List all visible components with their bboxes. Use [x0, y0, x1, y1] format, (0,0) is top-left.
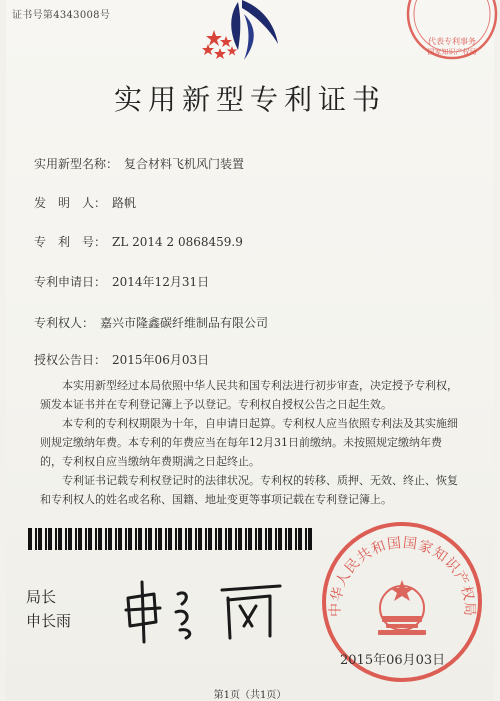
body-paragraph-grant: 本实用新型经过本局依照中华人民共和国专利法进行初步审查，决定授予专利权，颁发本证书并在专利登记簿上予以登记。专利权自授权公告之日起生效。 — [40, 379, 458, 411]
barcode-bar — [118, 528, 122, 550]
field-patent-number — [34, 233, 243, 250]
barcode-bar — [65, 528, 67, 550]
barcode-bar — [308, 528, 312, 550]
barcode-bar — [245, 528, 247, 550]
barcode-bar — [95, 528, 97, 550]
barcode-bar — [135, 528, 137, 550]
barcode-bar — [125, 528, 127, 550]
director-signature — [120, 576, 290, 646]
certificate-title: 实用新型专利证书 — [113, 83, 386, 116]
barcode-bar — [268, 528, 272, 550]
barcode-bar — [205, 528, 207, 550]
field-model-name — [34, 155, 244, 172]
barcode-bar — [218, 528, 222, 550]
barcode-bar — [198, 528, 202, 550]
barcode-bar — [185, 528, 187, 550]
barcode-bar — [128, 528, 132, 550]
certificate-body — [40, 376, 460, 509]
barcode-bar — [288, 528, 292, 550]
barcode-bar — [265, 528, 267, 550]
barcode-bar — [195, 528, 197, 550]
field-patentee — [34, 314, 268, 331]
barcode-bar — [28, 528, 32, 550]
agency-stamp-subtext: 国家知识产权局 — [427, 48, 477, 56]
patentee-label: 专利权人： — [34, 316, 95, 330]
barcode-bar — [298, 528, 302, 550]
barcode-bar — [168, 528, 172, 550]
seal-date: 2015年06月03日 — [340, 653, 446, 668]
barcode-bar — [58, 528, 62, 550]
barcode-bar — [225, 528, 227, 550]
barcode-bar — [208, 528, 212, 550]
barcode-bar — [88, 528, 92, 550]
barcode-bar — [108, 528, 112, 550]
agency-stamp — [404, 0, 500, 62]
barcode-bar — [248, 528, 252, 550]
model-name-value: 复合材料飞机风门装置 — [124, 157, 245, 171]
barcode-bar — [105, 528, 107, 550]
barcode-bar — [138, 528, 142, 550]
barcode-bar — [278, 528, 282, 550]
agency-stamp-text: 代表专利事务 — [428, 37, 476, 46]
filing-date-label: 专利申请日： — [34, 275, 107, 289]
barcode-bar — [275, 528, 277, 550]
barcode-bar — [115, 528, 117, 550]
barcode-bar — [238, 528, 242, 550]
field-inventor — [34, 194, 136, 211]
barcode-bar — [175, 528, 177, 550]
field-grant-date — [34, 351, 209, 368]
barcode-bar — [75, 528, 77, 550]
body-paragraph-register: 专利证书记载专利权登记时的法律状况。专利权的转移、质押、无效、终止、恢复和专利权人的姓名或名称、国籍、地址变更等事项记载在专利登记簿上。 — [40, 474, 458, 506]
inventor-value: 路帆 — [112, 196, 137, 210]
barcode-bar — [85, 528, 87, 550]
barcode-bar — [38, 528, 42, 550]
barcode-bar — [158, 528, 162, 550]
barcode-bar — [295, 528, 297, 550]
barcode-bar — [145, 528, 147, 550]
barcode-bar — [178, 528, 182, 550]
page-footer: 第1页（共1页） — [213, 690, 287, 701]
grant-date-label: 授权公告日： — [34, 353, 107, 367]
barcode-bar — [165, 528, 167, 550]
field-filing-date — [34, 273, 209, 290]
sipo-emblem-icon — [200, 0, 295, 70]
barcode-bar — [48, 528, 52, 550]
barcode-bar — [35, 528, 37, 550]
model-name-label: 实用新型名称： — [34, 157, 119, 171]
barcode-bar — [98, 528, 102, 550]
seal-arc-text: 中华人民共和国国家知识产权局 — [327, 535, 478, 618]
barcode-bar — [255, 528, 257, 550]
barcode-bar — [228, 528, 232, 550]
barcode-bar — [45, 528, 47, 550]
certificate-number: 证书号第4343008号 — [12, 10, 111, 21]
patent-number-value: ZL 2014 2 0868459.9 — [112, 235, 243, 249]
barcode — [28, 528, 314, 550]
barcode-bar — [285, 528, 287, 550]
barcode-bar — [155, 528, 157, 550]
barcode-bar — [68, 528, 72, 550]
barcode-bar — [258, 528, 262, 550]
official-title: 局长 — [26, 588, 57, 606]
barcode-bar — [78, 528, 82, 550]
barcode-bar — [55, 528, 57, 550]
patentee-value: 嘉兴市隆鑫碳纤维制品有限公司 — [100, 316, 269, 330]
official-name: 申长雨 — [26, 612, 72, 630]
grant-date-value: 2015年06月03日 — [112, 353, 210, 367]
barcode-bar — [305, 528, 307, 550]
barcode-bar — [235, 528, 237, 550]
inventor-label: 发 明 人： — [34, 196, 107, 210]
filing-date-value: 2014年12月31日 — [112, 275, 210, 289]
body-paragraph-term: 本专利的专利权期限为十年，自申请日起算。专利权人应当依照专利法及其实施细则规定缴纳年费。本专利的年费应当在每年12月31日前缴纳。未按照规定缴纳年费的，专利权自应当缴纳年费期满之日起终止。 — [40, 417, 458, 468]
barcode-bar — [148, 528, 152, 550]
barcode-bar — [215, 528, 217, 550]
patent-number-label: 专 利 号： — [34, 235, 107, 249]
barcode-bar — [188, 528, 192, 550]
